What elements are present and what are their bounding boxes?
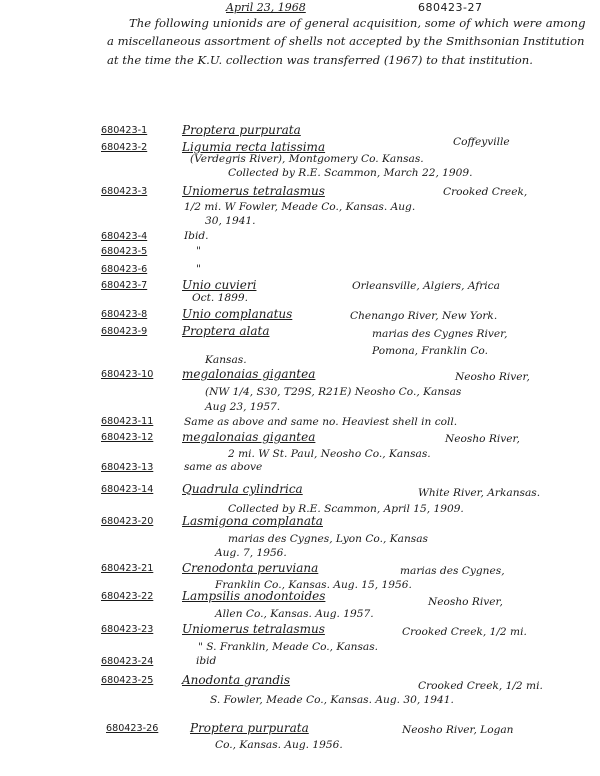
species-name: Uniomerus tetralasmus bbox=[182, 622, 325, 636]
locality-line: Chenango River, New York. bbox=[350, 310, 498, 322]
entry-number: 680423-3 bbox=[101, 186, 148, 197]
species-name: Ligumia recta latissima bbox=[182, 140, 326, 154]
locality-line: Coffeyville bbox=[453, 136, 510, 148]
entry-number: 680423-8 bbox=[101, 309, 148, 320]
species-name: Anodonta grandis bbox=[182, 673, 291, 687]
date-line: 30, 1941. bbox=[205, 215, 256, 227]
species-name: Lasmigona complanata bbox=[182, 514, 323, 528]
header-date: April 23, 1968 bbox=[226, 1, 306, 14]
entry-number: 680423-23 bbox=[101, 624, 154, 635]
locality-line: marias des Cygnes, bbox=[400, 565, 505, 577]
collector-line: Collected by R.E. Scammon, April 15, 1909. bbox=[228, 503, 464, 515]
entry-number: 680423-21 bbox=[101, 563, 154, 574]
entry-number: 680423-26 bbox=[106, 723, 159, 734]
entry-number: 680423-20 bbox=[101, 516, 154, 527]
collector-line: Collected by R.E. Scammon, March 22, 1909. bbox=[228, 167, 473, 179]
entry-number: 680423-10 bbox=[101, 369, 154, 380]
locality-line: Ibid. bbox=[184, 230, 209, 242]
date-line: Aug 23, 1957. bbox=[205, 401, 281, 413]
intro-paragraph: The following unionids are of general acquisition, some of which were among a miscellaneous assortment of shells not accepted by the Smithsonian Institution at the time the K.U. collection was transferred (1967) to that institution. bbox=[107, 16, 586, 67]
species-name: megalonaias gigantea bbox=[182, 367, 316, 381]
entry-number: 680423-4 bbox=[101, 231, 148, 242]
entry-number: 680423-24 bbox=[101, 656, 154, 667]
locality-line: Crooked Creek, bbox=[443, 186, 528, 198]
locality-line: Co., Kansas. Aug. 1956. bbox=[215, 739, 343, 751]
locality-line: Crooked Creek, 1/2 mi. bbox=[418, 680, 543, 692]
locality-line: White River, Arkansas. bbox=[418, 487, 541, 499]
ditto-mark: " bbox=[196, 245, 201, 257]
entry-number: 680423-11 bbox=[101, 416, 154, 427]
entry-number: 680423-14 bbox=[101, 484, 154, 495]
locality-line: Neosho River, bbox=[445, 433, 520, 445]
locality-line: ibid bbox=[196, 655, 217, 667]
species-name: Unio cuvieri bbox=[182, 278, 257, 292]
locality-line: Same as above and same no. Heaviest shell in coll. bbox=[184, 416, 458, 428]
date-line: Aug. 7, 1956. bbox=[215, 547, 287, 559]
locality-line: (Verdegris River), Montgomery Co. Kansas. bbox=[190, 153, 424, 165]
locality-line: S. Fowler, Meade Co., Kansas. Aug. 30, 1941. bbox=[210, 694, 454, 706]
species-name: Lampsilis anodontoides bbox=[182, 589, 326, 603]
ditto-mark: " bbox=[196, 263, 201, 275]
species-name: Proptera alata bbox=[182, 324, 270, 338]
entry-number: 680423-13 bbox=[101, 462, 154, 473]
species-name: Crenodonta peruviana bbox=[182, 561, 319, 575]
entry-number: 680423-5 bbox=[101, 246, 148, 257]
entry-number: 680423-2 bbox=[101, 142, 148, 153]
entry-number: 680423-25 bbox=[101, 675, 154, 686]
locality-line: Franklin Co., Kansas. Aug. 15, 1956. bbox=[215, 579, 412, 591]
locality-line: Kansas. bbox=[205, 354, 247, 366]
locality-line: Pomona, Franklin Co. bbox=[372, 345, 488, 357]
locality-line: Orleansville, Algiers, Africa bbox=[352, 280, 500, 292]
species-name: Proptera purpurata bbox=[182, 123, 301, 137]
species-name: Uniomerus tetralasmus bbox=[182, 184, 325, 198]
date-line: Oct. 1899. bbox=[192, 292, 248, 304]
locality-line: Crooked Creek, 1/2 mi. bbox=[402, 626, 527, 638]
entry-number: 680423-9 bbox=[101, 326, 148, 337]
entry-number: 680423-12 bbox=[101, 432, 154, 443]
species-name: megalonaias gigantea bbox=[182, 430, 316, 444]
entry-number: 680423-1 bbox=[101, 125, 148, 136]
locality-line: Neosho River, bbox=[455, 371, 530, 383]
entry-number: 680423-6 bbox=[101, 264, 148, 275]
header-doc-id: 680423-27 bbox=[418, 1, 483, 14]
locality-line: Neosho River, Logan bbox=[402, 724, 514, 736]
entry-number: 680423-7 bbox=[101, 280, 148, 291]
locality-line: Allen Co., Kansas. Aug. 1957. bbox=[215, 608, 374, 620]
species-name: Proptera purpurata bbox=[190, 721, 309, 735]
locality-line: 2 mi. W St. Paul, Neosho Co., Kansas. bbox=[228, 448, 431, 460]
locality-line: " S. Franklin, Meade Co., Kansas. bbox=[198, 641, 379, 653]
locality-line: (NW 1/4, S30, T29S, R21E) Neosho Co., Kansas bbox=[205, 386, 462, 398]
locality-line: marias des Cygnes, Lyon Co., Kansas bbox=[228, 533, 428, 545]
locality-line: Neosho River, bbox=[428, 596, 503, 608]
species-name: Quadrula cylindrica bbox=[182, 482, 303, 496]
locality-line: 1/2 mi. W Fowler, Meade Co., Kansas. Aug. bbox=[184, 201, 416, 213]
entry-number: 680423-22 bbox=[101, 591, 154, 602]
species-name: Unio complanatus bbox=[182, 307, 293, 321]
locality-line: marias des Cygnes River, bbox=[372, 328, 508, 340]
locality-line: same as above bbox=[184, 461, 263, 473]
